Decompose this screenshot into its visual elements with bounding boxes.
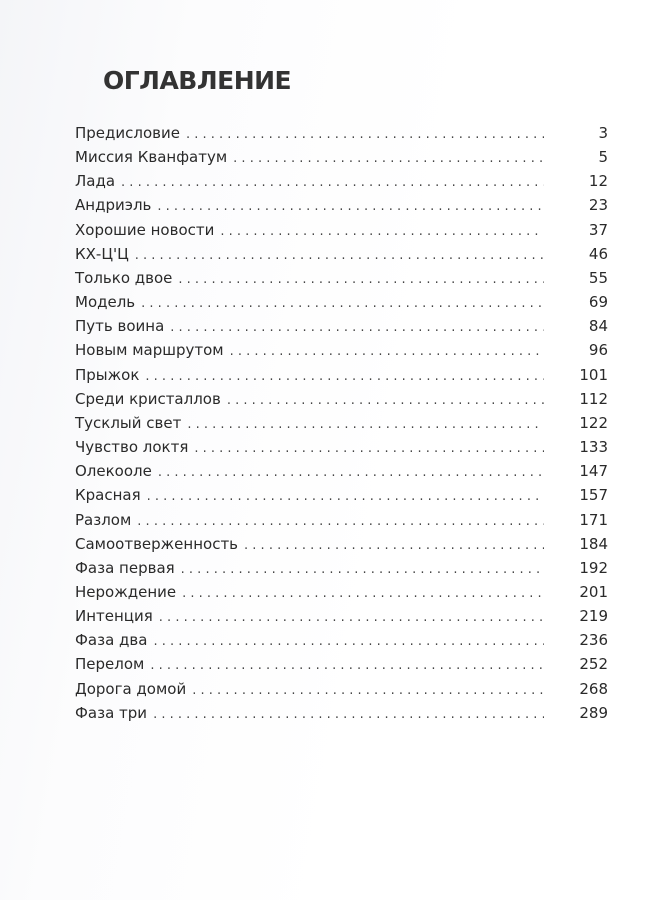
dot-leader	[145, 369, 544, 384]
table-of-contents	[75, 124, 608, 728]
toc-entry[interactable]	[75, 655, 608, 679]
toc-entry[interactable]	[75, 583, 608, 607]
dot-leader	[159, 610, 544, 625]
toc-entry[interactable]	[75, 172, 608, 196]
toc-entry-title: Лада	[75, 172, 116, 191]
dot-leader	[181, 562, 544, 577]
toc-entry[interactable]	[75, 535, 608, 559]
toc-entry-page: 157	[579, 486, 608, 505]
toc-entry-page: 96	[588, 341, 608, 360]
dot-leader	[192, 683, 544, 698]
toc-entry[interactable]	[75, 269, 608, 293]
toc-entry[interactable]	[75, 414, 608, 438]
toc-entry-title: Тусклый свет	[75, 413, 182, 432]
dot-leader	[158, 465, 544, 480]
dot-leader	[187, 417, 544, 432]
toc-entry-title: Фаза два	[75, 631, 148, 650]
dot-leader	[153, 634, 544, 649]
toc-entry-title: Чувство локтя	[75, 438, 189, 457]
toc-entry[interactable]	[75, 704, 608, 728]
toc-entry-page: 184	[579, 534, 608, 553]
toc-entry[interactable]	[75, 559, 608, 583]
toc-entry[interactable]	[75, 221, 608, 245]
toc-entry-title: Самоотверженность	[75, 534, 239, 553]
toc-entry-page: 236	[579, 631, 608, 650]
dot-leader	[141, 296, 544, 311]
toc-entry[interactable]	[75, 293, 608, 317]
dot-leader	[137, 514, 544, 529]
toc-entry[interactable]	[75, 124, 608, 148]
dot-leader	[244, 538, 544, 553]
toc-entry-page: 5	[598, 148, 608, 167]
toc-entry-page: 12	[588, 172, 608, 191]
dot-leader	[194, 441, 544, 456]
toc-entry[interactable]	[75, 245, 608, 269]
toc-entry-title: Новым маршрутом	[75, 341, 224, 360]
dot-leader	[230, 344, 544, 359]
toc-entry-page: 122	[579, 413, 608, 432]
toc-title: ОГЛАВЛЕНИЕ	[103, 66, 292, 95]
toc-entry-title: Разлом	[75, 510, 132, 529]
toc-entry-title: Андриэль	[75, 196, 152, 215]
toc-entry-page: 55	[588, 268, 608, 287]
toc-entry-page: 112	[579, 389, 608, 408]
toc-entry-title: Путь воина	[75, 317, 165, 336]
toc-entry[interactable]	[75, 341, 608, 365]
toc-entry-page: 37	[588, 220, 608, 239]
toc-entry-page: 84	[588, 317, 608, 336]
toc-entry[interactable]	[75, 438, 608, 462]
toc-entry-page: 201	[579, 582, 608, 601]
toc-entry-title: Олекооле	[75, 462, 152, 481]
dot-leader	[186, 127, 544, 142]
toc-entry-title: Прыжок	[75, 365, 140, 384]
toc-entry-page: 268	[579, 679, 608, 698]
dot-leader	[227, 393, 544, 408]
toc-entry[interactable]	[75, 462, 608, 486]
dot-leader	[178, 272, 544, 287]
toc-entry-title: Нерождение	[75, 582, 177, 601]
toc-entry-title: Миссия Кванфатум	[75, 148, 228, 167]
toc-entry-title: Модель	[75, 293, 136, 312]
dot-leader	[121, 175, 544, 190]
toc-entry-title: Предисловие	[75, 124, 180, 142]
toc-entry-title: Хорошие новости	[75, 220, 215, 239]
toc-entry-page: 69	[588, 293, 608, 312]
toc-entry-title: Интенция	[75, 607, 153, 626]
toc-entry[interactable]	[75, 486, 608, 510]
toc-entry-page: 192	[579, 558, 608, 577]
dot-leader	[147, 489, 544, 504]
toc-entry-title: Среди кристаллов	[75, 389, 221, 408]
toc-entry-title: Фаза три	[75, 703, 148, 722]
dot-leader	[220, 224, 544, 239]
toc-entry-page: 133	[579, 438, 608, 457]
dot-leader	[170, 320, 544, 335]
dot-leader	[153, 707, 544, 722]
toc-entry-page: 3	[598, 124, 608, 142]
toc-entry[interactable]	[75, 631, 608, 655]
toc-entry-title: Дорога домой	[75, 679, 187, 698]
dot-leader	[150, 658, 544, 673]
toc-entry-title: Фаза первая	[75, 558, 175, 577]
toc-entry[interactable]	[75, 680, 608, 704]
toc-entry[interactable]	[75, 607, 608, 631]
toc-entry-page: 171	[579, 510, 608, 529]
toc-entry-page: 101	[579, 365, 608, 384]
toc-entry-page: 23	[588, 196, 608, 215]
toc-entry[interactable]	[75, 196, 608, 220]
toc-entry-page: 289	[579, 703, 608, 722]
toc-entry-page: 219	[579, 607, 608, 626]
toc-entry-page: 252	[579, 655, 608, 674]
toc-entry-title: Красная	[75, 486, 141, 505]
toc-entry[interactable]	[75, 317, 608, 341]
toc-entry[interactable]	[75, 390, 608, 414]
dot-leader	[182, 586, 544, 601]
dot-leader	[135, 248, 544, 263]
toc-entry-title: КХ-Ц'Ц	[75, 244, 129, 263]
toc-entry[interactable]	[75, 511, 608, 535]
toc-entry[interactable]	[75, 366, 608, 390]
toc-entry-page: 46	[588, 244, 608, 263]
dot-leader	[233, 151, 544, 166]
toc-entry-title: Перелом	[75, 655, 145, 674]
dot-leader	[157, 199, 544, 214]
toc-entry-page: 147	[579, 462, 608, 481]
toc-entry-title: Только двое	[75, 268, 173, 287]
toc-entry[interactable]	[75, 148, 608, 172]
